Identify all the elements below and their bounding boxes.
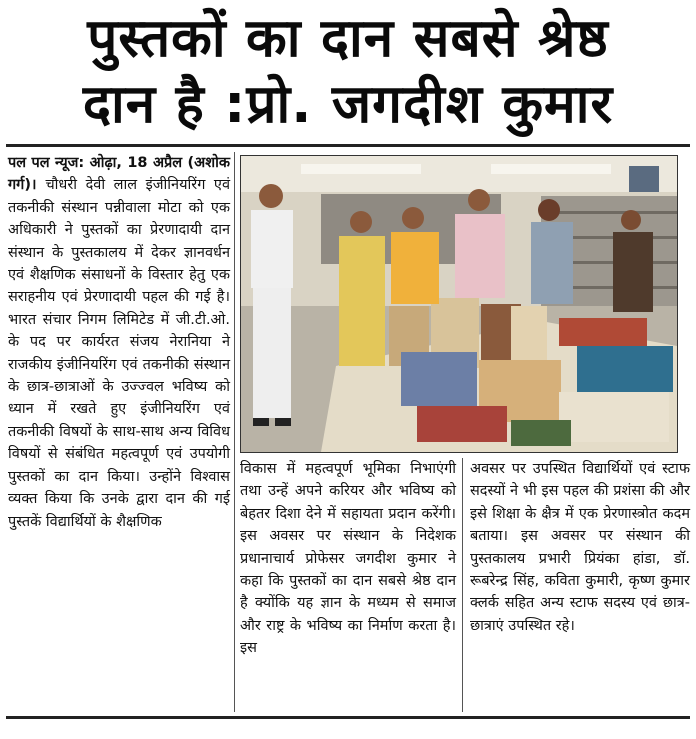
news-photo xyxy=(240,155,678,453)
article-column-1 xyxy=(8,152,230,533)
article-column-2: विकास में महत्वपूर्ण भूमिका निभाएंगी तथा उन्हें अपने करियर और भविष्य को बेहतर दिशा देने में सहायता प्रदान करेंगी। इस अवसर पर संस्थान के निदेशक प्रधानाचार्य प्रोफेसर जगदीश कुमार ने कहा कि पुस्तकों का दान सबसे श्रेष्ठ दान है क्योंकि यह ज्ञान के मध्यम से समाज और राष्ट्र के भविष्य का निर्माण करता है। इस xyxy=(240,461,456,657)
column-divider-2 xyxy=(462,458,463,712)
article-column-3: अवसर पर उपस्थित विद्यार्थियों एवं स्टाफ सदस्यों ने भी इस पहल की प्रशंसा की और इसे शिक्षा के क्षैत्र में एक प्रेरणास्त्रोत कदम बताया। इस अवसर पर संस्थान की पुस्तकालय प्रभारी प्रियंका हांडा, डॉ. रूबरेन्द्र सिंह, कविता कुमारी, कृष्ण कुमार क्लर्क सहित अन्य स्टाफ सदस्य एवं छात्र-छात्राएं उपस्थित रहे। xyxy=(470,461,690,634)
bottom-rule xyxy=(6,716,690,719)
column-divider-1 xyxy=(234,152,235,712)
headline-line-2: दान है :प्रो. जगदीश कुमार xyxy=(82,74,614,135)
headline xyxy=(6,6,690,138)
headline-line-1: पुस्तकों का दान सबसे श्रेष्ठ xyxy=(87,8,609,69)
dateline: पल पल न्यूज: ओढ़ा, 18 अप्रैल (अशोक गर्ग)। xyxy=(8,155,230,194)
top-rule xyxy=(6,144,690,147)
column-1-text: चौधरी देवी लाल इंजीनियरिंग एवं तकनीकी संस्थान पन्नीवाला मोटा को एक अधिकारी ने पुस्तकों का प्रेरणादायी दान संस्थान के पुस्तकालय में देकर ज्ञानवर्धन एवं शैक्षणिक संसाधनों के विस्तार हेतु एक सराहनीय एवं प्रेरणादायी पहल की गई है। भारत संचार निगम लिमिटेड में जी.टी.ओ. के पद पर कार्यरत संजय नेरानिया ने राजकीय इंजीनियरिंग एवं तकनीकी संस्थान के छात्र-छात्राओं के उज्ज्वल भविष्य को ध्यान में रखते हुए इंजीनियरिंग एवं तकनीकी विषयों के साथ-साथ अन्य विविध विषयों से संबंधित महत्वपूर्ण एवं उपयोगी पुस्तकों का दान किया। उन्होंने विश्वास व्यक्त किया कि उनके द्वारा दान की गई पुस्तकें विद्यार्थियों के शैक्षणिक xyxy=(8,177,231,530)
